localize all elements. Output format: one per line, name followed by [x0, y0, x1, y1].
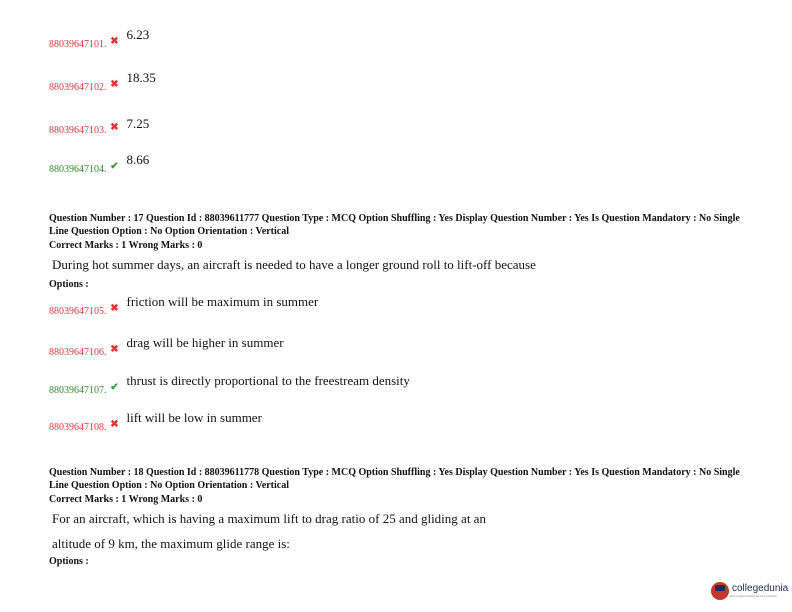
- options-label: Options :: [49, 279, 89, 290]
- option-row: [49, 152, 150, 175]
- cross-icon: ✖: [110, 122, 119, 133]
- option-row: [49, 27, 150, 50]
- option-text: drag will be higher in summer: [126, 335, 284, 350]
- logo-name: collegedunia: [732, 583, 789, 594]
- option-row: [49, 116, 150, 136]
- question-text: During hot summer days, an aircraft is needed to have a longer ground roll to lift-off because: [52, 257, 536, 272]
- option-text: 6.23: [126, 27, 150, 42]
- question-text-line-2: altitude of 9 km, the maximum glide range is:: [52, 536, 290, 551]
- logo-tagline: India's largest Student Review Platform: [729, 594, 777, 598]
- cross-icon: ✖: [110, 36, 119, 47]
- collegedunia-logo: [711, 582, 788, 600]
- option-row: [49, 373, 410, 396]
- question-text-line-1: For an aircraft, which is having a maximum lift to drag ratio of 25 and gliding at an: [52, 511, 486, 526]
- option-row: [49, 70, 156, 93]
- option-row: [49, 294, 319, 317]
- option-id: 88039647101.: [49, 39, 107, 50]
- question-marks: Correct Marks : 1 Wrong Marks : 0: [49, 494, 203, 505]
- check-icon: ✔: [110, 161, 119, 172]
- option-id: 88039647105.: [49, 306, 107, 317]
- question-header: Question Number : 18 Question Id : 88039611778 Question Type : MCQ Option Shuffling : Yes Display Question Number : Yes Is Question Mandatory : No Single Line Question Option : No Option Orientation : Vertical: [49, 467, 740, 491]
- option-row: [49, 335, 284, 358]
- option-text: 18.35: [126, 70, 156, 85]
- cross-icon: ✖: [110, 419, 119, 430]
- option-text: 8.66: [126, 152, 150, 167]
- option-row: [49, 410, 262, 433]
- option-text: 7.25: [126, 116, 150, 131]
- cross-icon: ✖: [110, 303, 119, 314]
- option-text: thrust is directly proportional to the freestream density: [126, 373, 410, 388]
- cross-icon: ✖: [110, 79, 119, 90]
- option-id: 88039647107.: [49, 385, 107, 396]
- option-text: lift will be low in summer: [126, 410, 262, 425]
- option-id: 88039647108.: [49, 422, 107, 433]
- question-marks: Correct Marks : 1 Wrong Marks : 0: [49, 240, 203, 251]
- option-id: 88039647104.: [49, 164, 107, 175]
- option-id: 88039647102.: [49, 82, 107, 93]
- option-id: 88039647106.: [49, 347, 107, 358]
- question-header: Question Number : 17 Question Id : 88039611777 Question Type : MCQ Option Shuffling : Yes Display Question Number : Yes Is Question Mandatory : No Single Line Question Option : No Option Orientation : Vertical: [49, 213, 740, 237]
- check-icon: ✔: [110, 382, 119, 393]
- options-label: Options :: [49, 556, 89, 567]
- graduate-icon: [711, 582, 729, 600]
- cross-icon: ✖: [110, 344, 119, 355]
- option-id: 88039647103.: [49, 125, 107, 136]
- option-text: friction will be maximum in summer: [126, 294, 319, 309]
